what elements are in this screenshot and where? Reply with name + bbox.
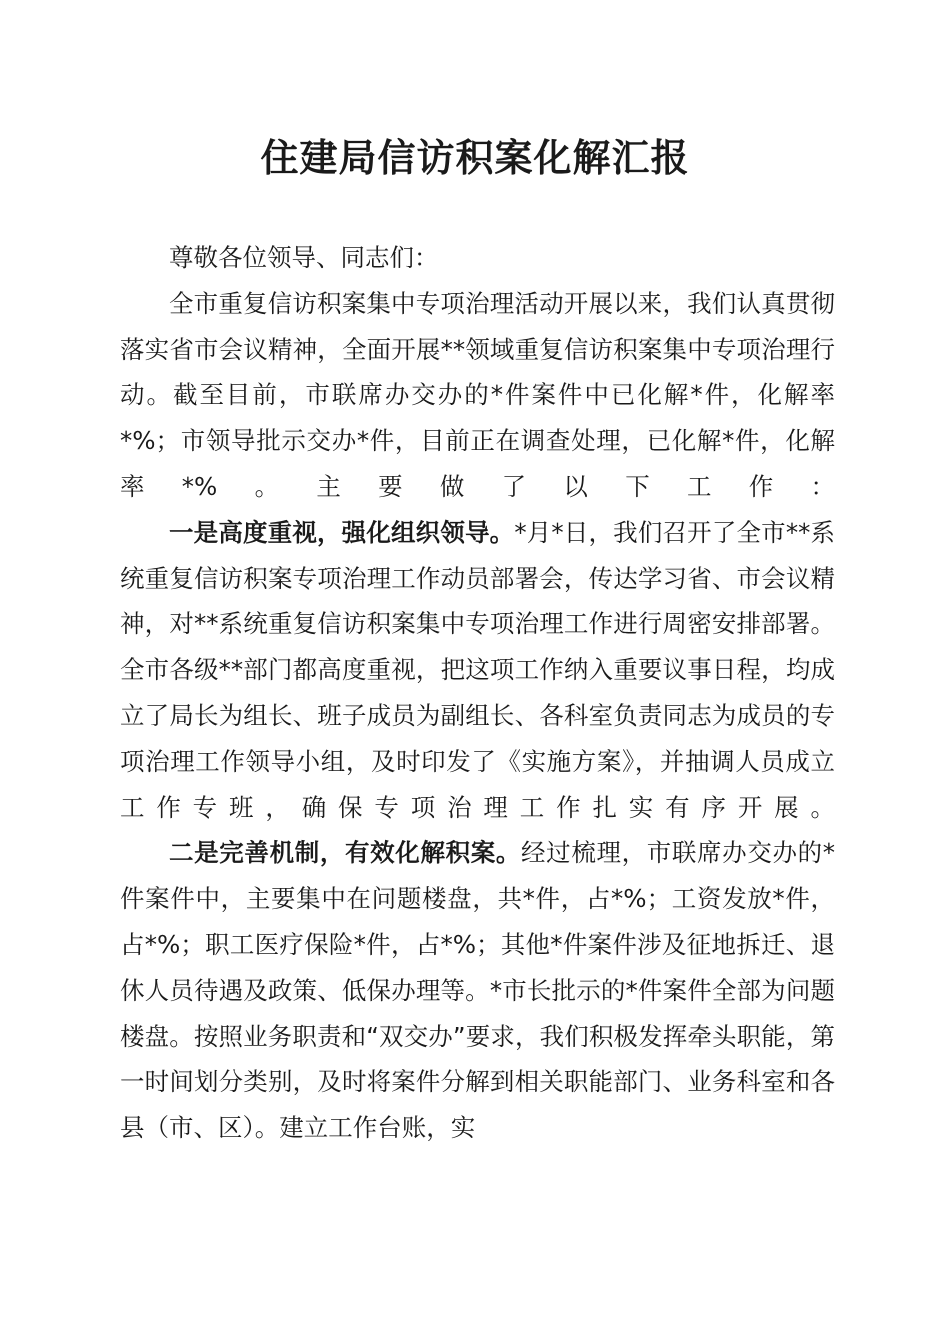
paragraph-1 — [120, 281, 835, 510]
document-title: 住建局信访积案化解汇报 — [260, 135, 690, 180]
paragraph-3 — [120, 830, 835, 1151]
paragraph-3-lead: 二是完善机制，有效化解积案。 — [169, 838, 522, 868]
greeting: 尊敬各位领导、同志们： — [169, 243, 439, 272]
paragraph-2 — [120, 510, 835, 831]
document-body — [120, 235, 835, 1151]
paragraph-3-text: 经过梳理，市联席办交办的*件案件中，主要集中在问题楼盘，共*件，占*%；工资发放*件，占*%；职工医疗保险*件，占*%；其他*件案件涉及征地拆迁、退休人员待遇及政策、低保办理等。*市长批示的*件案件全部为问题楼盘。按照业务职责和“双交办”要求，我们积极发挥牵头职能，第一时间划分类别，及时将案件分解到相关职能部门、业务科室和各县（市、区）。建立工作台账，实 — [120, 838, 836, 1143]
paragraph-2-lead: 一是高度重视，强化组织领导。 — [169, 517, 515, 547]
paragraph-2-text: *月*日，我们召开了全市**系统重复信访积案专项治理工作动员部署会，传达学习省、市会议精神，对**系统重复信访积案集中专项治理工作进行周密安排部署。全市各级**部门都高度重视，把这项工作纳入重要议事日程，均成立了局长为组长、班子成员为副组长、各科室负责同志为成员的专项治理工作领导小组，及时印发了《实施方案》，并抽调人员成立工作专班，确保专项治理工作扎实有序开展。 — [120, 517, 836, 822]
paragraph-1-text: 全市重复信访积案集中专项治理活动开展以来，我们认真贯彻落实省市会议精神，全面开展**领域重复信访积案集中专项治理行动。截至目前，市联席办交办的*件案件中已化解*件，化解率*%；市领导批示交办*件，目前正在调查处理，已化解*件，化解率*%。主要做了以下工作： — [120, 288, 835, 501]
